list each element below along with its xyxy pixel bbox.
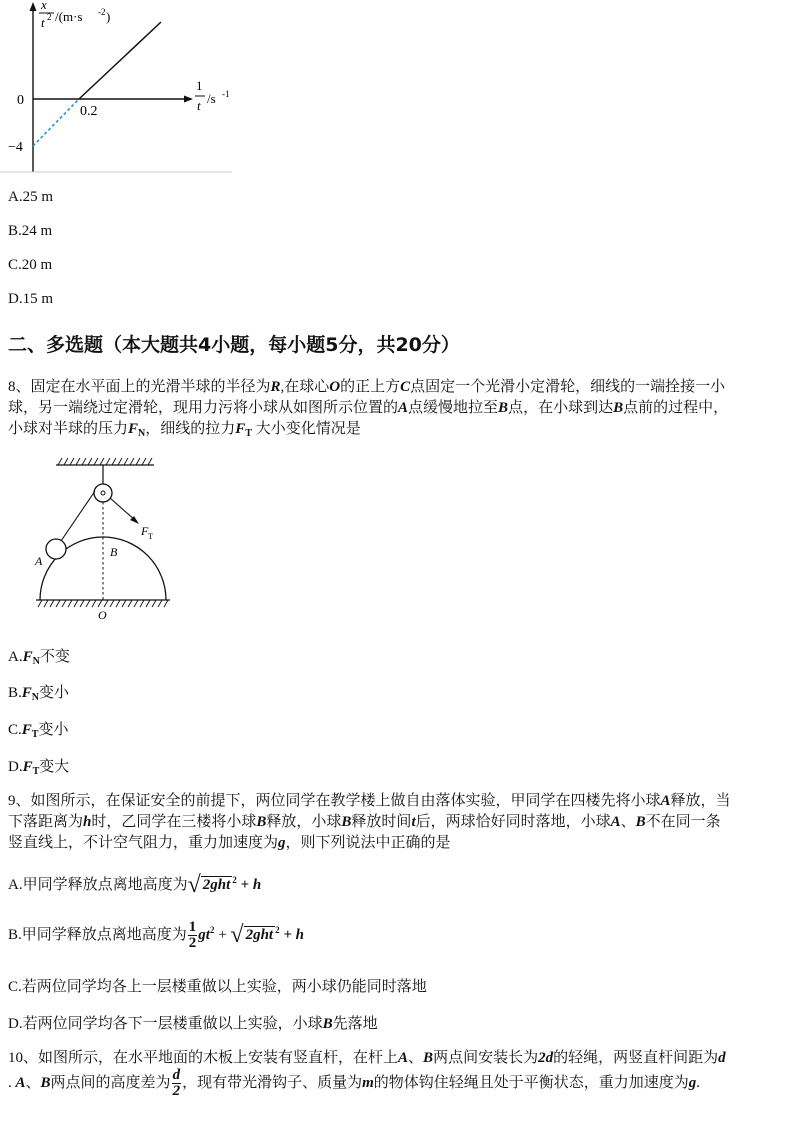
x-label-den: t (197, 98, 201, 113)
q8-var-b: B (613, 400, 624, 416)
y-label-num: x (41, 0, 47, 12)
q8-var-c: C (400, 379, 411, 395)
q8-text: 点前的过程中， (623, 400, 729, 416)
label-ft-sub: T (148, 532, 153, 541)
q8-option-c[interactable]: $C.F_T$变小 (8, 722, 69, 740)
tick-0-2: 0.2 (80, 104, 98, 119)
y-axis-arrow (30, 2, 37, 11)
ceiling-hatch (58, 458, 152, 465)
solid-data-line (79, 22, 161, 99)
section-heading: 二、多选题（本大题共4小题，每小题5分，共20分） (8, 334, 460, 356)
y-label-unit-exp: -2 (98, 7, 106, 17)
ball (46, 539, 66, 559)
y-label-unit-close: ) (106, 9, 111, 24)
velocity-graph (0, 0, 240, 178)
q8-var-ft: F (235, 421, 246, 437)
x-label-unit-exp: -1 (222, 89, 230, 99)
fraction: $\frac{d}{2}$ (172, 1067, 181, 1099)
q8-var-o: O (329, 379, 341, 395)
x-label-num: 1 (196, 78, 203, 93)
q8-var-a: A (398, 400, 409, 416)
label-a: A (35, 554, 43, 568)
fraction: $\frac{1}{2}$ (188, 919, 197, 951)
q8-sub-t: T (245, 428, 252, 439)
q8-text: 点，在小球到达 (508, 400, 614, 416)
hemisphere-pulley-figure (28, 455, 178, 625)
q7-option-b[interactable]: B.24 m (8, 223, 53, 239)
q8-var-b: B (498, 400, 509, 416)
q8-text: 球，另一端绕过定滑轮，现用力污将小球从如图所示位置的 (8, 400, 399, 416)
label-b: B (110, 545, 118, 559)
q8-text: ，细线的拉力 (145, 421, 236, 437)
q9-option-a[interactable]: A.甲同学释放点离地高度为√ 2ght $^2$ + h (8, 872, 262, 898)
q8-stem (8, 377, 784, 444)
floor-hatch (38, 600, 168, 607)
q8-text: ,在球心 (280, 379, 330, 395)
q8-text: 的正上方 (340, 379, 401, 395)
q8-option-b[interactable]: $B.F_N$变小 (8, 685, 70, 703)
q9-option-c[interactable]: C.若两位同学均各上一层楼重做以上实验，两小球仍能同时落地 (8, 979, 427, 995)
q8-var-fn: F (128, 421, 139, 437)
q9-option-b[interactable]: B.甲同学释放点离地高度为 $\frac{1}{2}$ $gt^2$ + √ 2ght $^2$ + h (8, 919, 304, 951)
tick-neg4: −4 (8, 140, 23, 155)
q10-line-1: 10、如图所示，在水平地面的木板上安装有竖直杆，在杆上A、B两点间安装长为2d的轻绳，两竖直杆间距为d (8, 1050, 726, 1066)
q7-option-a[interactable]: A.25 m (8, 189, 53, 205)
label-ft: F (141, 524, 149, 538)
q8-text: 点缓慢地拉至 (408, 400, 499, 416)
q7-option-c[interactable]: C.20 m (8, 257, 53, 273)
q8-var-r: R (270, 379, 281, 395)
y-label-den-exp: 2 (47, 12, 52, 22)
q9-stem: 9、如图所示，在保证安全的前提下，两位同学在教学楼上做自由落体实验，甲同学在四楼先将小球A释放，当 下落距离为h时，乙同学在三楼将小球B释放，小球B释放时间t后，两球恰好同时落地，小球A、B不在同一条 竖直线上，不计空气阻力，重力加速度为g，则下列说法中正确的是 (8, 793, 731, 851)
y-label-den: t (41, 15, 45, 30)
tension-arrow (110, 498, 136, 521)
tick-origin: 0 (17, 93, 24, 108)
q8-sub-n: N (138, 428, 146, 439)
q8-option-a[interactable]: $A.F_N$不变 (8, 649, 70, 667)
q8-option-d[interactable]: $D.F_T$变大 (8, 759, 70, 777)
label-o: O (98, 608, 107, 622)
q7-option-d[interactable]: D.15 m (8, 291, 53, 307)
sqrt-icon: √ (187, 872, 201, 898)
dashed-extrapolation-line (33, 99, 79, 146)
q8-text: 小球对半球的压力 (8, 421, 129, 437)
string (61, 491, 95, 541)
q10-line-2: . A、B两点间的高度差为 $\frac{d}{2}$ ，现有带光滑钩子、质量为m的物体钩住轻绳且处于平衡状态，重力加速度为g. (8, 1067, 701, 1099)
x-axis-arrow (184, 96, 193, 103)
q8-text: 大小变化情况是 (251, 421, 361, 437)
pulley-axle (101, 491, 105, 495)
q8-text: 点固定一个光滑小定滑轮，细线的一端拴接一小 (410, 379, 726, 395)
q9-option-d[interactable]: D.若两位同学均各下一层楼重做以上实验，小球B先落地 (8, 1016, 378, 1032)
sqrt-icon: √ (230, 921, 244, 948)
y-label-unit: /(m·s (55, 9, 83, 24)
q8-text: 8、固定在水平面上的光滑半球的半径为 (8, 379, 271, 395)
x-label-unit: /s (207, 91, 216, 106)
